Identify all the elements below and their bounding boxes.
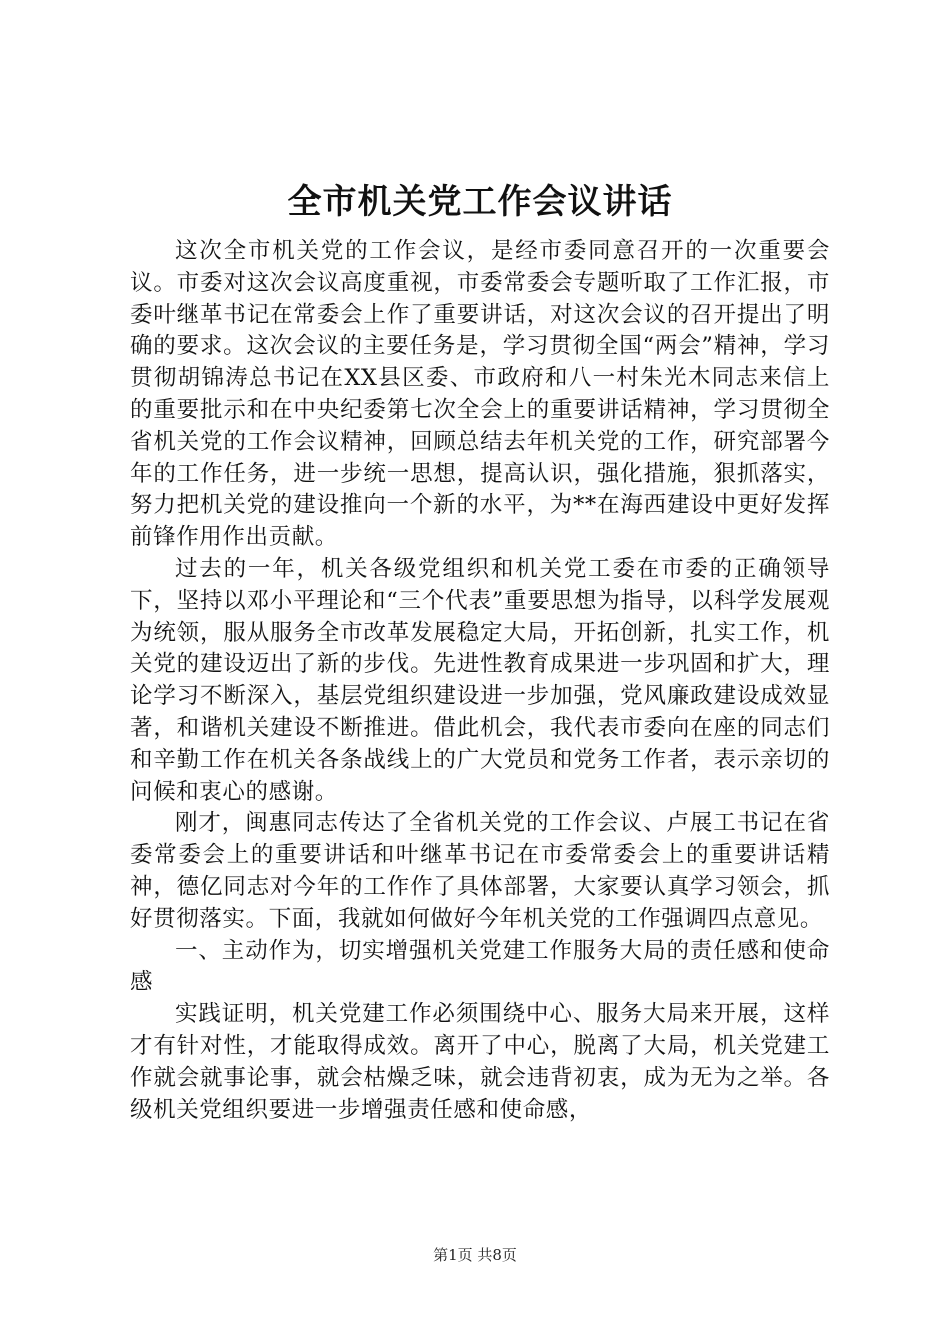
paragraph-2: 过去的一年，机关各级党组织和机关党工委在市委的正确领导下，坚持以邓小平理论和“三个代表”重要思想为指导，以科学发展观为统领，服从服务全市改革发展稳定大局，开拓创新，扎实工作，机关党的建设迈出了新的步伐。先进性教育成果进一步巩固和扩大，理论学习不断深入，基层党组织建设进一步加强，党风廉政建设成效显著，和谐机关建设不断推进。借此机会，我代表市委向在座的同志们和辛勤工作在机关各条战线上的广大党员和党务工作者，表示亲切的问候和衷心的感谢。: [130, 555, 830, 805]
section-heading-1: 一、主动作为，切实增强机关党建工作服务大局的责任感和使命感: [130, 937, 830, 996]
paragraph-4: 实践证明，机关党建工作必须围绕中心、服务大局来开展，这样才有针对性，才能取得成效。离开了中心，脱离了大局，机关党建工作就会就事论事，就会枯燥乏味，就会违背初衷，成为无为之举。各级机关党组织要进一步增强责任感和使命感，: [130, 1001, 830, 1123]
paragraph-3: 刚才，闽惠同志传达了全省机关党的工作会议、卢展工书记在省委常委会上的重要讲话和叶继革书记在市委常委会上的重要讲话精神，德亿同志对今年的工作作了具体部署，大家要认真学习领会，抓好贯彻落实。下面，我就如何做好今年机关党的工作强调四点意见。: [130, 810, 830, 932]
document-page: [130, 180, 830, 1126]
page-number-footer: 第1页 共8页: [433, 1246, 517, 1264]
paragraph-1: 这次全市机关党的工作会议，是经市委同意召开的一次重要会议。市委对这次会议高度重视，市委常委会专题听取了工作汇报，市委叶继革书记在常委会上作了重要讲话，对这次会议的召开提出了明确的要求。这次会议的主要任务是，学习贯彻全国“两会”精神，学习贯彻胡锦涛总书记在XX县区委、市政府和八一村朱光木同志来信上的重要批示和在中央纪委第七次全会上的重要讲话精神，学习贯彻全省机关党的工作会议精神，回顾总结去年机关党的工作，研究部署今年的工作任务，进一步统一思想，提高认识，强化措施，狠抓落实，努力把机关党的建设推向一个新的水平，为**在海西建设中更好发挥前锋作用作出贡献。: [130, 238, 830, 551]
document-title: 全市机关党工作会议讲话: [287, 182, 673, 222]
